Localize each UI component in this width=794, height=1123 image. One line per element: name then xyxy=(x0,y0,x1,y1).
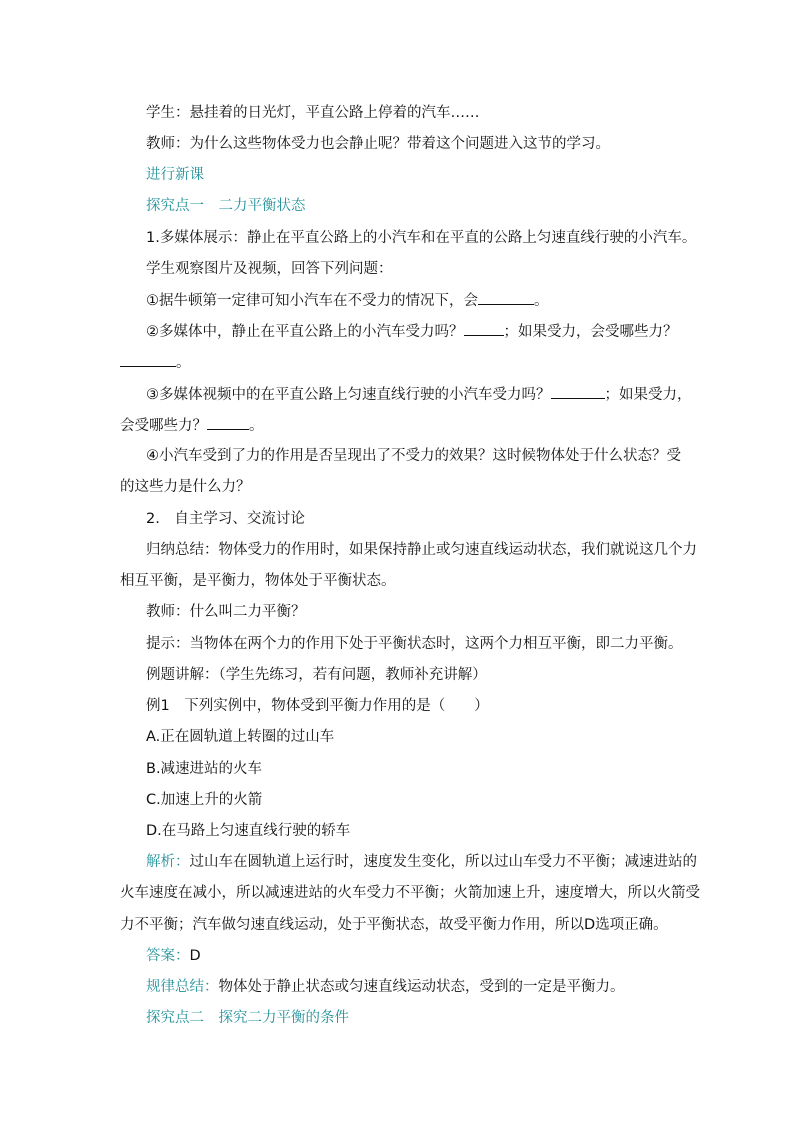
option-a: A.正在圆轨道上转圈的过山车 xyxy=(146,729,335,745)
question-3: ③多媒体视频中的在平直公路上匀速直线行驶的小汽车受力吗？ ；如果受力， xyxy=(146,384,692,405)
section-heading-new-lesson: 进行新课 xyxy=(146,167,204,183)
question-2: ②多媒体中，静止在平直公路上的小汽车受力吗？ ；如果受力，会受哪些力？ xyxy=(146,321,678,342)
dialogue-teacher: 教师：为什么这些物体受力也会静止呢？带着这个问题进入这节的学习。 xyxy=(146,136,610,152)
section-heading-point-one: 探究点一 二力平衡状态 xyxy=(146,198,306,214)
question-4: ④小汽车受到了力的作用是否呈现出了不受力的效果？这时候物体处于什么状态？受 xyxy=(146,448,681,464)
media-display-paragraph: 1.多媒体展示：静止在平直公路上的小汽车和在平直的公路上匀速直线行驶的小汽车。 xyxy=(146,230,697,246)
answer-blank xyxy=(464,321,504,336)
self-study-heading: 2. 自主学习、交流讨论 xyxy=(146,511,305,527)
analysis-paragraph-line-2: 火车速度在减小，所以减速进站的火车受力不平衡；火箭加速上升，速度增大，所以火箭受 xyxy=(120,885,700,901)
summary-paragraph-continued: 相互平衡，是平衡力，物体处于平衡状态。 xyxy=(120,573,396,589)
rule-summary-label: 规律总结： xyxy=(146,979,219,995)
answer-blank xyxy=(478,290,534,305)
example-1-stem: 例1 下列实例中，物体受到平衡力作用的是（ ） xyxy=(146,698,489,714)
hint-paragraph: 提示：当物体在两个力的作用下处于平衡状态时，这两个力相互平衡，即二力平衡。 xyxy=(146,636,683,652)
answer-line: 答案：D xyxy=(146,948,201,964)
example-intro: 例题讲解：（学生先练习，若有问题，教师补充讲解） xyxy=(146,667,487,683)
question-1: ①据牛顿第一定律可知小汽车在不受力的情况下，会 。 xyxy=(146,290,549,311)
teacher-question: 教师：什么叫二力平衡？ xyxy=(146,604,306,620)
answer-blank xyxy=(120,352,176,367)
rule-summary: 规律总结：物体处于静止状态或匀速直线运动状态，受到的一定是平衡力。 xyxy=(146,979,625,995)
answer-label: 答案： xyxy=(146,948,190,964)
observe-instruction: 学生观察图片及视频，回答下列问题： xyxy=(146,261,393,277)
summary-paragraph: 归纳总结：物体受力的作用时，如果保持静止或匀速直线运动状态，我们就说这几个力 xyxy=(146,542,697,558)
option-c: C.加速上升的火箭 xyxy=(146,792,263,808)
question-2-continued: 。 xyxy=(120,352,191,373)
option-d: D.在马路上匀速直线行驶的轿车 xyxy=(146,823,351,839)
question-3-continued: 会受哪些力？ 。 xyxy=(120,415,264,436)
section-heading-point-two: 探究点二 探究二力平衡的条件 xyxy=(146,1010,349,1026)
answer-blank xyxy=(551,384,605,399)
option-b: B.减速进站的火车 xyxy=(146,761,263,777)
question-4-continued: 的这些力是什么力？ xyxy=(120,479,251,495)
analysis-label: 解析： xyxy=(146,854,190,870)
answer-blank xyxy=(207,415,249,430)
dialogue-student: 学生：悬挂着的日光灯，平直公路上停着的汽车…… xyxy=(146,105,480,121)
analysis-paragraph: 解析：过山车在圆轨道上运行时，速度发生变化，所以过山车受力不平衡；减速进站的 xyxy=(146,854,697,870)
analysis-paragraph-line-3: 力不平衡；汽车做匀速直线运动，处于平衡状态，故受平衡力作用，所以D选项正确。 xyxy=(120,917,668,933)
